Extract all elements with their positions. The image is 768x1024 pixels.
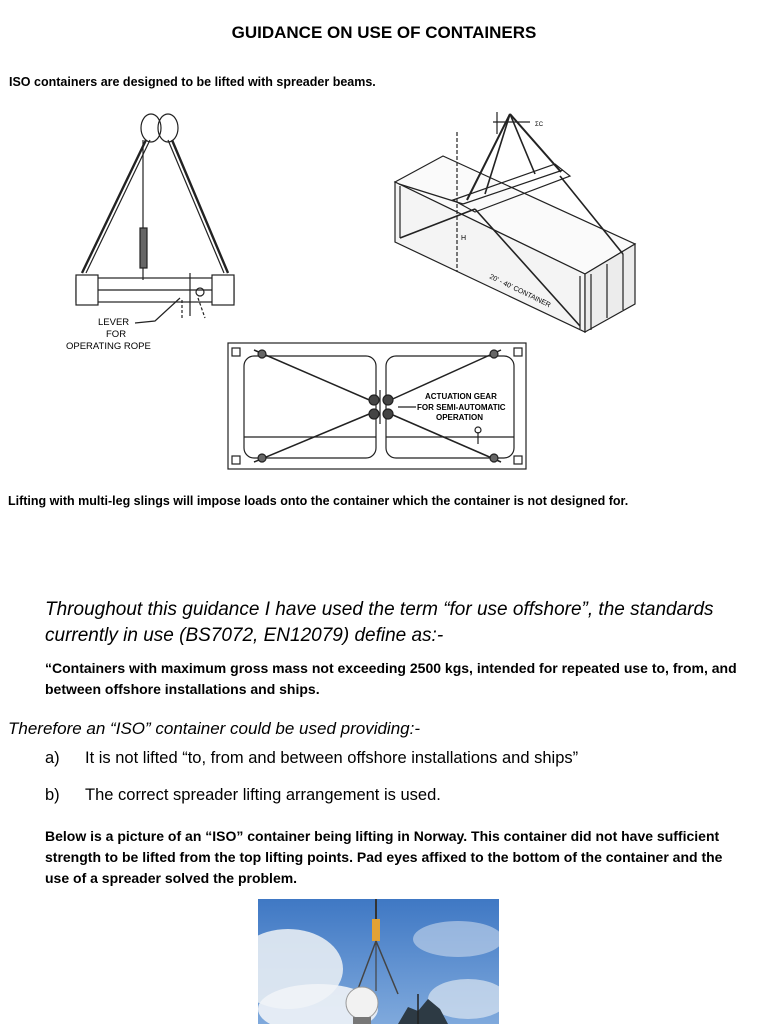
actuation-gear-label: ACTUATION GEAR	[425, 392, 497, 401]
container-3d-figure	[385, 104, 665, 336]
norway-description: Below is a picture of an “ISO” container being lifting in Norway. This container did not have sufficient strength to be lifted from the top lifting points. Pad eyes affixed to the bottom of the container and the use of a spreader solved the problem.	[45, 828, 723, 886]
condition-text: The correct spreader lifting arrangement is used.	[85, 786, 441, 804]
operation-label: OPERATION	[436, 413, 483, 422]
condition-marker: a)	[45, 749, 60, 767]
intro-text: ISO containers are designed to be lifted with spreader beams.	[9, 75, 376, 89]
operating-rope-label: OPERATING ROPE	[66, 341, 151, 352]
therefore-text: Therefore an “ISO” container could be used providing:-	[8, 719, 421, 738]
container-top-view-figure	[226, 340, 532, 472]
lever-label: LEVER	[98, 317, 130, 328]
spreader-beam-figure	[60, 108, 250, 358]
definition-quote: “Containers with maximum gross mass not exceeding 2500 kgs, intended for repeated use to, from, and between offshore installations and ships.	[45, 660, 737, 697]
multi-leg-caption: Lifting with multi-leg slings will impose loads onto the container which the container is not designed for.	[8, 494, 629, 508]
definition-intro: Throughout this guidance I have used the term “for use offshore”, the standards currently in use (BS7072, EN12079) define as:-	[45, 599, 714, 646]
container-lift-photo	[258, 899, 499, 1024]
dimension-label: ΣC	[535, 122, 544, 128]
height-label: H	[461, 235, 467, 242]
semi-automatic-label: FOR SEMI-AUTOMATIC	[417, 403, 506, 412]
condition-text: It is not lifted “to, from and between offshore installations and ships”	[85, 749, 579, 767]
container-size-label: 20' - 40' CONTAINER	[488, 273, 552, 310]
condition-marker: b)	[45, 786, 60, 804]
photo-drawing	[258, 899, 499, 1024]
for-label: FOR	[106, 329, 127, 340]
page-title: GUIDANCE ON USE OF CONTAINERS	[231, 23, 537, 42]
condition-item-b	[45, 786, 441, 805]
condition-item-a	[45, 749, 578, 768]
